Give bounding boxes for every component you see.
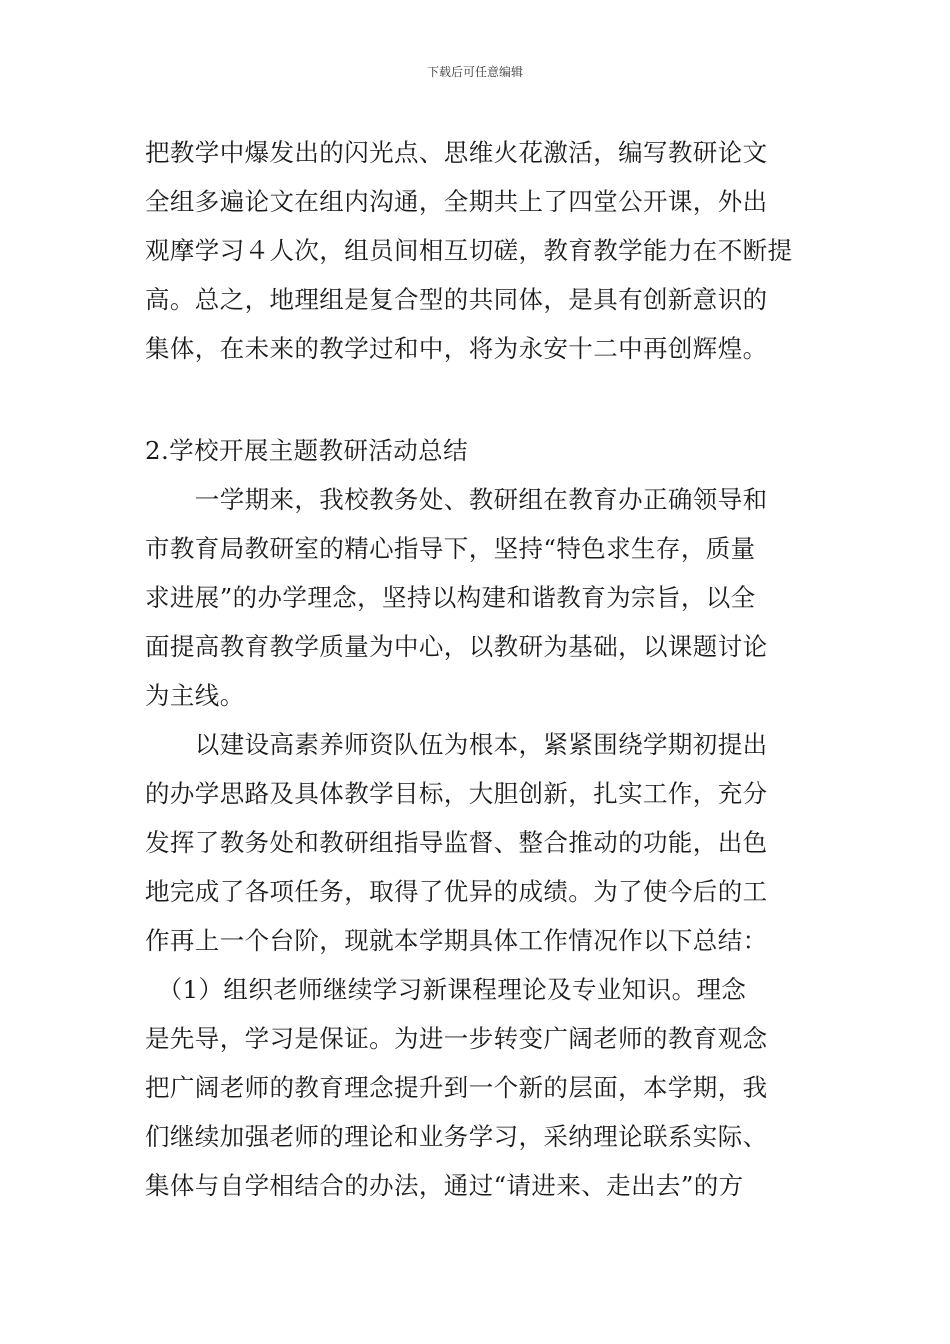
page-header: 下载后可任意编辑 — [426, 65, 523, 79]
text-line: 观摩学习４人次，组员间相互切磋，教育教学能力在不断提 — [145, 236, 793, 265]
text-line: 全组多遍论文在组内沟通，全期共上了四堂公开课，外出 — [145, 187, 768, 216]
text-line: 发挥了教务处和教研组指导监督、整合推动的功能，出色 — [145, 828, 768, 857]
text-line: 以建设高素养师资队伍为根本，紧紧围绕学期初提出 — [145, 730, 768, 759]
text-line: 地完成了各项任务，取得了优异的成绩。为了使今后的工 — [145, 877, 768, 906]
continuation-paragraph — [145, 128, 815, 373]
text-line: 是先导，学习是保证。为进一步转变广阔老师的教育观念 — [145, 1024, 768, 1053]
section-heading: 2.学校开展主题教研活动总结 — [145, 436, 468, 465]
text-line: 集体与自学相结合的办法，通过“请进来、走出去”的方 — [145, 1171, 744, 1200]
text-line: 作再上一个台阶，现就本学期具体工作情况作以下总结： — [145, 926, 768, 955]
text-line: 把教学中爆发出的闪光点、思维火花激活，编写教研论文 — [145, 138, 768, 167]
text-line: 把广阔老师的教育理念提升到一个新的层面，本学期，我 — [145, 1073, 768, 1102]
text-line: 一学期来，我校教务处、教研组在教育办正确领导和 — [145, 485, 768, 514]
text-line: 求进展”的办学理念，坚持以构建和谐教育为宗旨，以全 — [145, 583, 756, 612]
text-line: 市教育局教研室的精心指导下，坚持“特色求生存，质量 — [145, 534, 756, 563]
text-line: 高。总之，地理组是复合型的共同体，是具有创新意识的 — [145, 285, 768, 314]
section-body — [145, 426, 815, 1210]
text-line: 的办学思路及具体教学目标，大胆创新，扎实工作，充分 — [145, 779, 768, 808]
text-line: 们继续加强老师的理论和业务学习，采纳理论联系实际、 — [145, 1122, 768, 1151]
text-line: （1）组织老师继续学习新课程理论及专业知识。理念 — [145, 975, 747, 1004]
text-line: 集体，在未来的教学过和中，将为永安十二中再创辉煌。 — [145, 334, 768, 363]
text-line: 为主线。 — [145, 681, 245, 710]
text-line: 面提高教育教学质量为中心，以教研为基础，以课题讨论 — [145, 632, 768, 661]
